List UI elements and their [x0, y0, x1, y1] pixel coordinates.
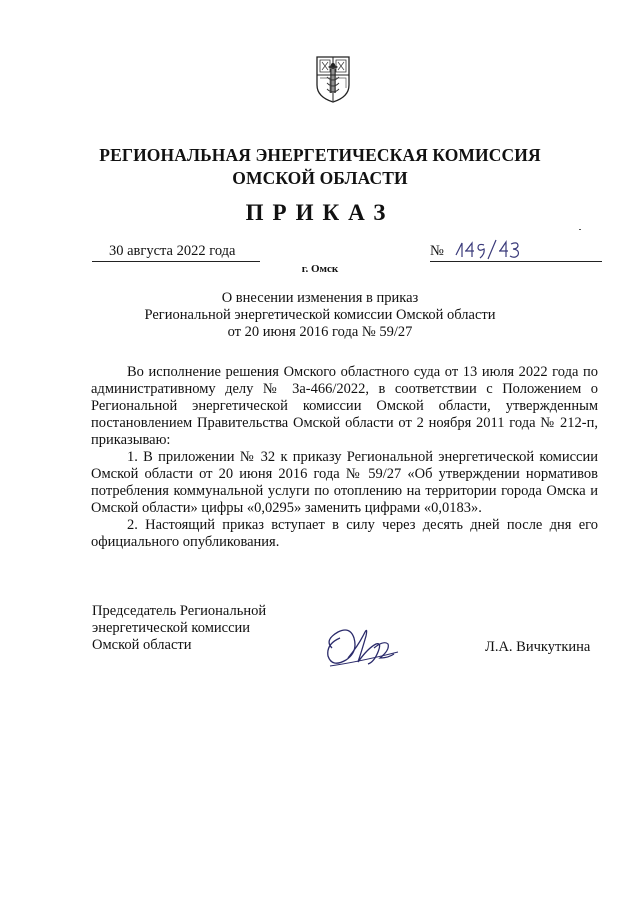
- omsk-coat-of-arms-icon: [316, 55, 350, 103]
- organization-name-line2: ОМСКОЙ ОБЛАСТИ: [232, 168, 408, 188]
- number-field: [430, 243, 602, 262]
- scan-speck: [579, 229, 581, 230]
- body-paragraph-item2: 2. Настоящий приказ вступает в силу через десять дней после дня его официального опубликования.: [91, 517, 598, 550]
- signer-title: [92, 603, 266, 654]
- signer-title-line3: Омской области: [92, 637, 192, 653]
- handwritten-number: [452, 237, 542, 261]
- document-title: ПРИКАЗ: [245, 200, 395, 225]
- document-subject: [0, 290, 640, 341]
- signer-name: Л.А. Вичкуткина: [485, 639, 591, 655]
- signer-title-line2: энергетической комиссии: [92, 620, 251, 636]
- handwritten-signature: [318, 618, 404, 674]
- signer-title-line1: Председатель Региональной: [92, 603, 267, 619]
- subject-line1: О внесении изменения в приказ: [221, 290, 419, 306]
- document-city: г. Омск: [301, 263, 339, 275]
- body-paragraph-preamble: Во исполнение решения Омского областного суда от 13 июля 2022 года по административному делу № 3а-466/2022, в соответствии с Положением о Региональной энергетической комиссии Омской области, утвержденным постановлением Правительства Омской области от 2 ноября 2011 года № 212-п, приказываю:: [91, 364, 598, 448]
- document-body: [91, 364, 598, 551]
- organization-name-line1: РЕГИОНАЛЬНАЯ ЭНЕРГЕТИЧЕСКАЯ КОМИССИЯ: [99, 145, 541, 165]
- document-date: 30 августа 2022 года: [109, 243, 236, 259]
- subject-line2: Региональной энергетической комиссии Омской области: [144, 307, 496, 323]
- number-sign: №: [430, 243, 444, 259]
- subject-line3: от 20 июня 2016 года № 59/27: [227, 324, 413, 340]
- body-paragraph-item1: 1. В приложении № 32 к приказу Региональной энергетической комиссии Омской области от 20 июня 2016 года № 59/27 «Об утверждении нормативов потребления коммунальной услуги по отоплению на территории города Омска и Омской области» цифры «0,0295» заменить цифрами «0,0183».: [91, 449, 598, 516]
- date-field: [92, 243, 260, 262]
